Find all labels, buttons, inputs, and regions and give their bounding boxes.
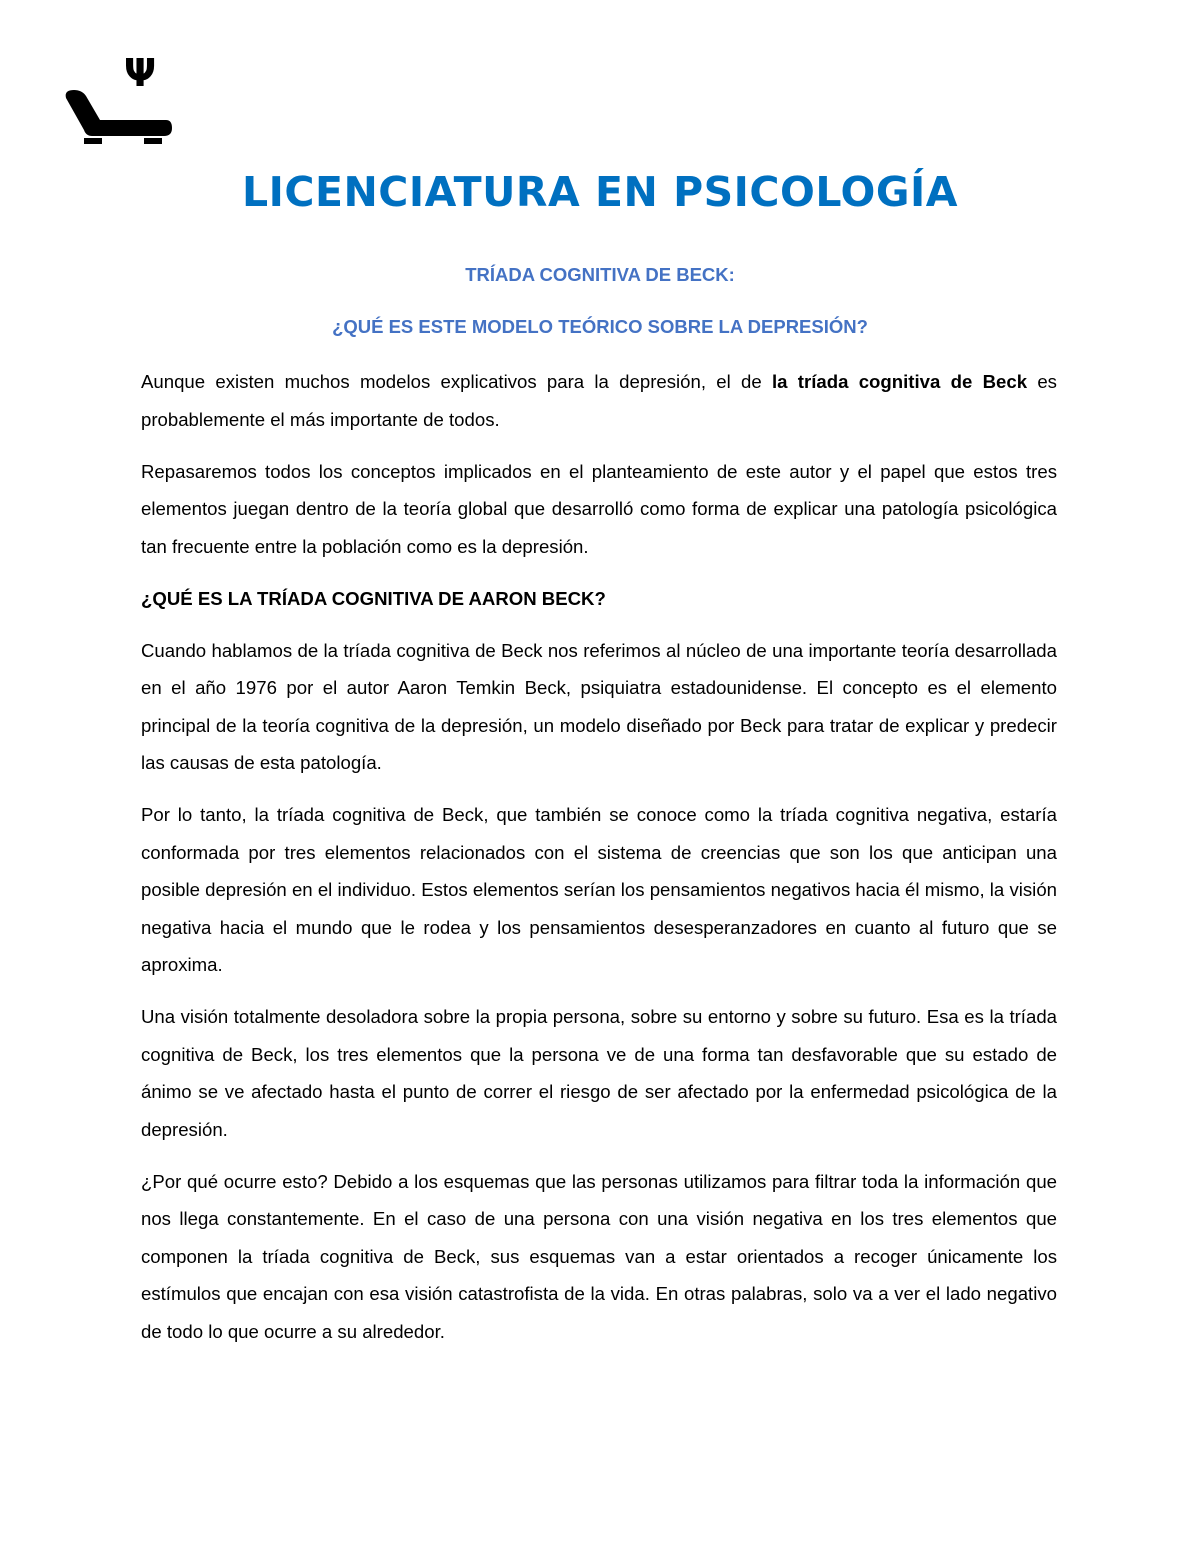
- paragraph: [141, 363, 1057, 438]
- document-body: [141, 363, 1057, 1365]
- page-title: LICENCIATURA EN PSICOLOGÍA: [241, 168, 959, 216]
- paragraph: Una visión totalmente desoladora sobre la propia persona, sobre su entorno y sobre su futuro. Esa es la tríada cognitiva de Beck, los tres elementos que la persona ve de una forma tan desfavorable que su estado de ánimo se ve afectado hasta el punto de correr el riesgo de ser afectado por la enfermedad psicológica de la depresión.: [141, 1006, 1057, 1140]
- text: es probablemente el más importante de todos.: [141, 371, 1057, 430]
- section-heading: ¿QUÉ ES LA TRÍADA COGNITIVA DE AARON BECK?: [141, 587, 606, 609]
- paragraph: ¿Por qué ocurre esto? Debido a los esquemas que las personas utilizamos para filtrar toda la información que nos llega constantemente. En el caso de una persona con una visión negativa en los tres elementos que componen la tríada cognitiva de Beck, sus esquemas van a estar orientados a recoger únicamente los estímulos que encajan con esa visión catastrofista de la vida. En otras palabras, solo va a ver el lado negativo de todo lo que ocurre a su alrededor.: [141, 1170, 1057, 1342]
- subtitle-question: ¿QUÉ ES ESTE MODELO TEÓRICO SOBRE LA DEPRESIÓN?: [332, 316, 868, 337]
- paragraph: Cuando hablamos de la tríada cognitiva de Beck nos referimos al núcleo de una importante teoría desarrollada en el año 1976 por el autor Aaron Temkin Beck, psiquiatra estadounidense. El concepto es el elemento principal de la teoría cognitiva de la depresión, un modelo diseñado por Beck para tratar de explicar y predecir las causas de esta patología.: [141, 639, 1057, 773]
- psychology-couch-icon: [62, 54, 174, 146]
- bold-text: la tríada cognitiva de Beck: [772, 371, 1028, 392]
- text: Aunque existen muchos modelos explicativos para la depresión, el de: [141, 371, 773, 392]
- paragraph: Por lo tanto, la tríada cognitiva de Beck, que también se conoce como la tríada cognitiva negativa, estaría conformada por tres elementos relacionados con el sistema de creencias que son los que anticipan una posible depresión en el individuo. Estos elementos serían los pensamientos negativos hacia él mismo, la visión negativa hacia el mundo que le rodea y los pensamientos desesperanzadores en cuanto al futuro que se aproxima.: [141, 804, 1057, 975]
- paragraph: Repasaremos todos los conceptos implicados en el planteamiento de este autor y el papel que estos tres elementos juegan dentro de la teoría global que desarrolló como forma de explicar una patología psicológica tan frecuente entre la población como es la depresión.: [141, 460, 1057, 557]
- svg-text:Ψ: Ψ: [123, 54, 157, 95]
- subtitle: TRÍADA COGNITIVA DE BECK:: [465, 264, 735, 285]
